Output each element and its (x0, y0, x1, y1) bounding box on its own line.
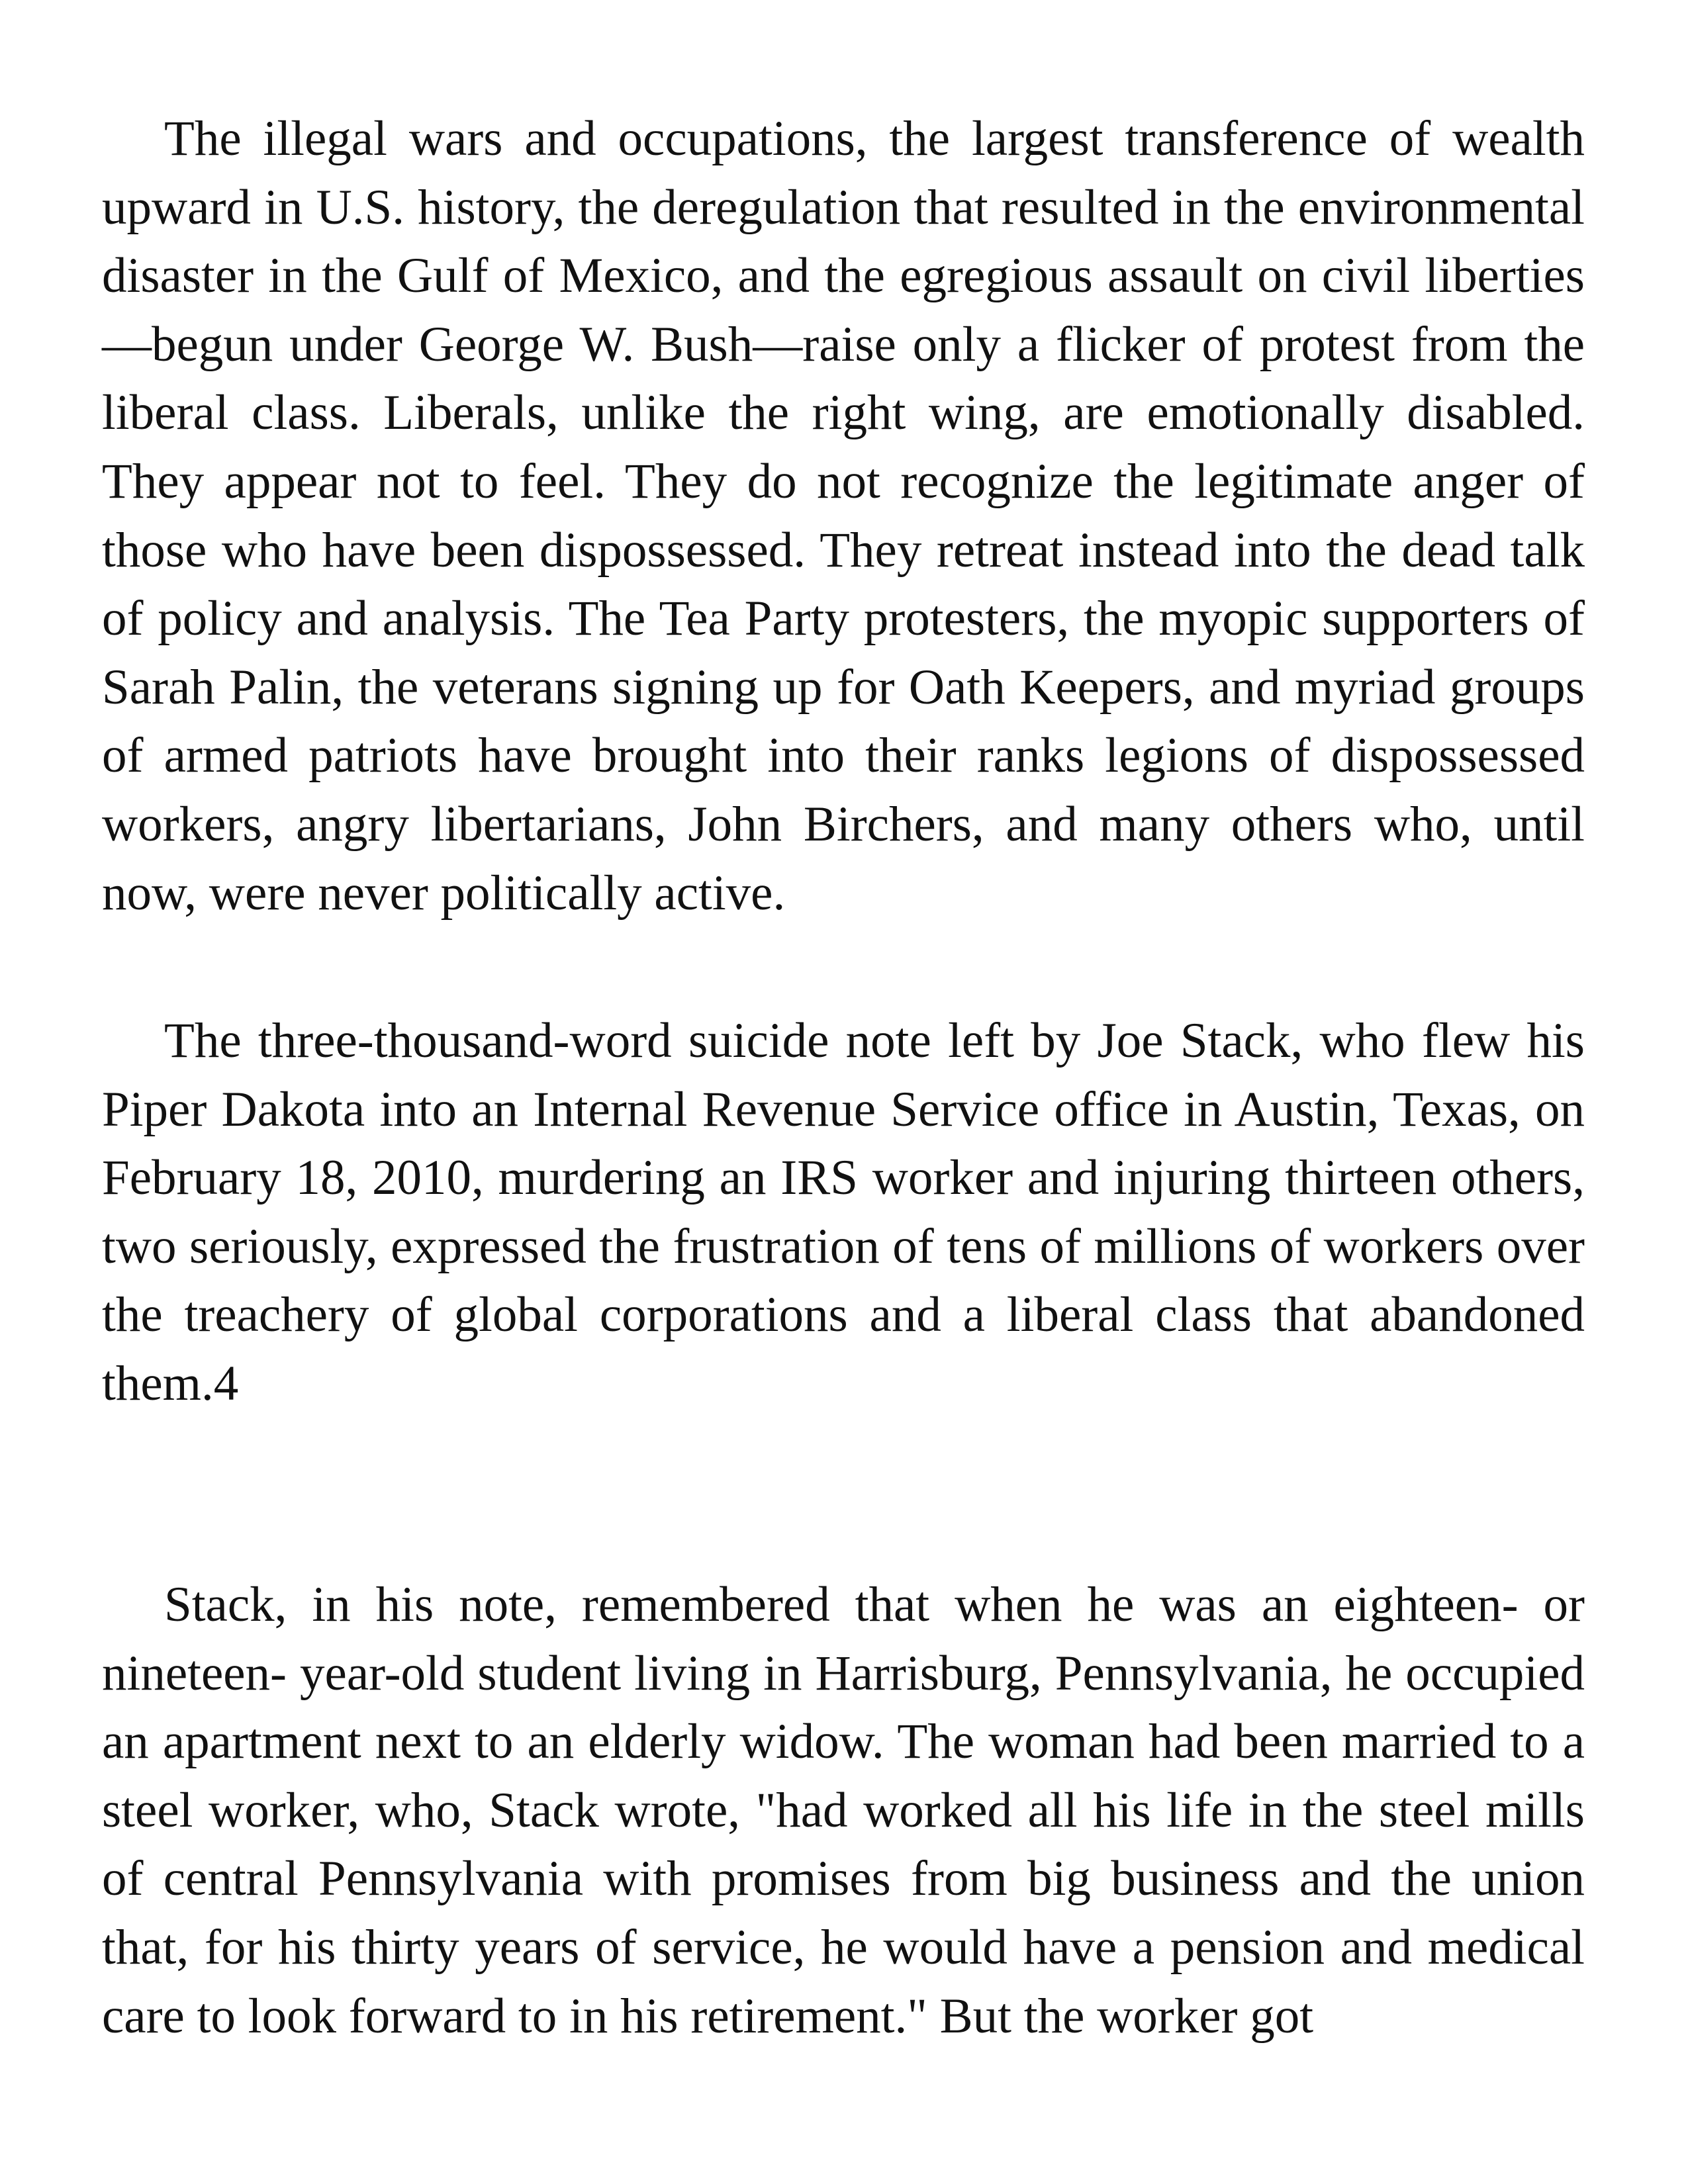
paragraph-joe-stack-note: The three-thousand-word suicide note left by Joe Stack, who flew his Piper Dakota into an Internal Revenue Service office in Austin, Texas, on February 18, 2010, murdering an IRS worker and injuring thirteen others, two seriously, expressed the frustration of tens of millions of workers over the treachery of global corporations and a liberal class that abandoned them.4 (102, 1013, 1585, 1411)
paragraph-steel-worker: Stack, in his note, remembered that when he was an eighteen- or nineteen- year-old student living in Harrisburg, Pennsylvania, he occupied an apartment next to an elderly widow. The woman had been married to a steel worker, who, Stack wrote, "had worked all his life in the steel mills of central Pennsylvania with promises from big business and the union that, for his thirty years of service, he would have a pension and medical care to look forward to in his retirement." But the worker got (102, 1577, 1585, 2044)
paragraph-liberal-class: The illegal wars and occupations, the largest transference of wealth upward in U.S. history, the deregulation that resulted in the environmental disaster in the Gulf of Mexico, and the egregious assault on civil liberties—begun under George W. Bush—raise only a flicker of protest from the liberal class. Liberals, unlike the right wing, are emotionally disabled. They appear not to feel. They do not recognize the legitimate anger of those who have been dispossessed. They retreat instead into the dead talk of policy and analysis. The Tea Party protesters, the myopic supporters of Sarah Palin, the veterans signing up for Oath Keepers, and myriad groups of armed patriots have brought into their ranks legions of dispossessed workers, angry libertarians, John Birchers, and many others who, until now, were never politically active. (102, 111, 1585, 921)
